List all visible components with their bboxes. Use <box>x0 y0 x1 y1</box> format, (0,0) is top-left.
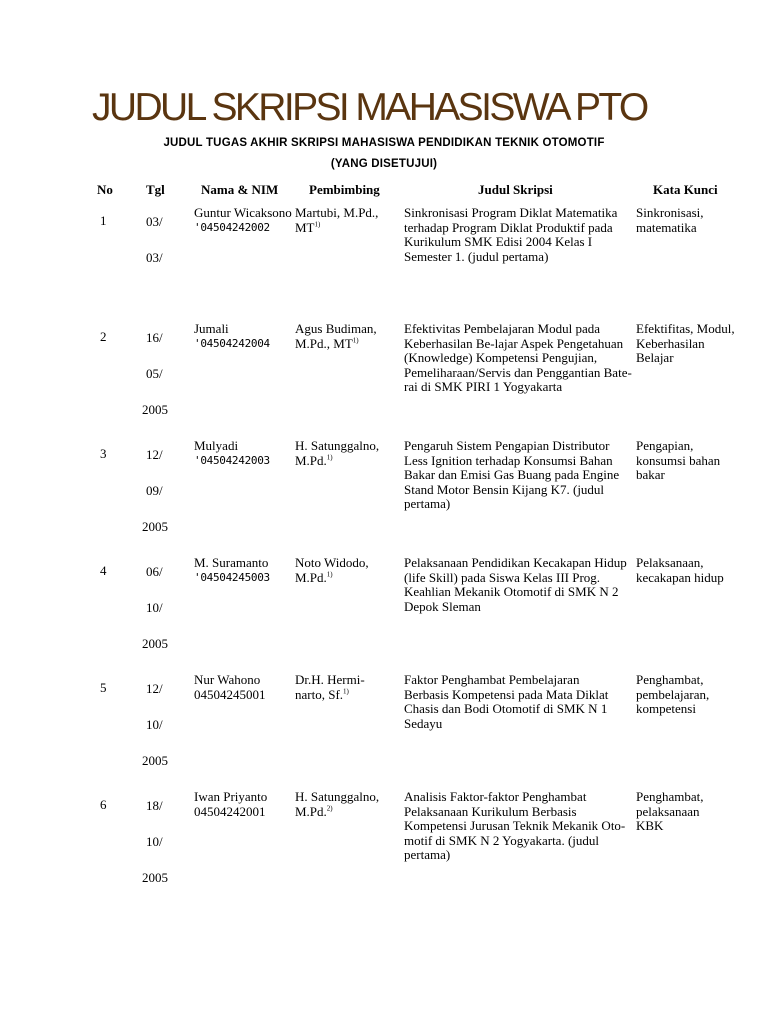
row-nama-nim <box>194 556 294 585</box>
row-pembimbing <box>295 556 400 585</box>
row-date-part: 2005 <box>142 753 168 768</box>
student-name: Mulyadi <box>194 438 239 453</box>
row-nama-nim <box>194 206 294 235</box>
row-judul-skripsi: Pengaruh Sistem Pengapian Distributor Less Ignition terhadap Konsumsi Bahan Bakar dan Emisi Gas Buang pada Engine Stand Motor Bensin Kijang K7. (judul pertama) <box>404 438 620 512</box>
advisor-name: H. Satunggalno, M.Pd. <box>295 438 380 468</box>
row-no: 4 <box>100 563 107 578</box>
student-nim: '04504242002 <box>194 220 270 234</box>
advisor-name: Dr.H. Hermi-narto, Sf. <box>295 672 365 702</box>
row-date-part: 2005 <box>142 636 168 651</box>
row-judul-skripsi: Faktor Penghambat Pembelajaran Berbasis Kompetensi pada Mata Diklat Chasis dan Bodi Otomotif di SMK N 1 Sedayu <box>404 672 609 731</box>
row-date-part: 10/ <box>146 600 163 615</box>
row-nama-nim <box>194 790 294 819</box>
student-nim: 04504245001 <box>194 686 266 702</box>
row-date-part: 2005 <box>142 402 168 417</box>
row-kata-kunci: Pelaksanaan, kecakapan hidup <box>636 555 724 585</box>
row-date-part: 10/ <box>146 717 163 732</box>
advisor-name: Noto Widodo, M.Pd. <box>295 555 369 585</box>
student-nim: 04504242001 <box>194 803 266 819</box>
row-date-part: 05/ <box>146 366 163 381</box>
advisor-name: H. Satunggalno, M.Pd. <box>295 789 380 819</box>
header-no: No <box>97 182 113 197</box>
row-nama-nim <box>194 322 294 351</box>
row-kata-kunci: Efektifitas, Modul, Keberhasilan Belajar <box>636 321 735 366</box>
row-date-part: 12/ <box>146 447 163 462</box>
row-date-part: 10/ <box>146 834 163 849</box>
row-judul-skripsi: Analisis Faktor-faktor Penghambat Pelaksanaan Kurikulum Berbasis Kompetensi Jurusan Teknik Mekanik Oto-motif di SMK N 2 Yogyakarta. (judul pertama) <box>404 789 626 863</box>
row-pembimbing <box>295 322 400 351</box>
student-name: M. Suramanto <box>194 555 269 570</box>
header-pembimbing: Pembimbing <box>309 182 380 197</box>
row-date-part: 18/ <box>146 798 163 813</box>
row-no: 1 <box>100 213 107 228</box>
row-judul-skripsi: Sinkronisasi Program Diklat Matematika terhadap Program Diklat Produktif pada Kurikulum SMK Edisi 2004 Kelas I Semester 1. (judul pertama) <box>404 205 618 264</box>
row-no: 3 <box>100 446 107 461</box>
document-subtitle-status: (YANG DISETUJUI) <box>330 158 438 170</box>
document-title: JUDUL SKRIPSI MAHASISWA PTO <box>92 86 647 129</box>
student-nim: '04504242004 <box>194 336 270 350</box>
row-date-part: 09/ <box>146 483 163 498</box>
row-date-part: 2005 <box>142 870 168 885</box>
advisor-footnote-mark: 1) <box>352 336 359 345</box>
row-date-part: 12/ <box>146 681 163 696</box>
advisor-footnote-mark: 1) <box>326 570 333 579</box>
row-date-part: 06/ <box>146 564 163 579</box>
row-kata-kunci: Penghambat, pelaksanaan KBK <box>636 789 704 834</box>
row-kata-kunci: Penghambat, pembelajaran, kompetensi <box>636 672 710 717</box>
advisor-footnote-mark: 1) <box>343 687 349 696</box>
document-subtitle: JUDUL TUGAS AKHIR SKRIPSI MAHASISWA PENDIDIKAN TEKNIK OTOMOTIF <box>163 137 605 149</box>
row-pembimbing <box>295 206 400 235</box>
student-nim: '04504245003 <box>194 570 270 584</box>
row-kata-kunci: Sinkronisasi, matematika <box>636 205 704 235</box>
row-nama-nim <box>194 439 294 468</box>
header-tgl: Tgl <box>146 182 165 197</box>
advisor-name: Martubi, M.Pd., MT <box>295 205 379 235</box>
student-name: Iwan Priyanto <box>194 789 268 804</box>
header-nama-nim: Nama & NIM <box>201 182 279 197</box>
row-nama-nim <box>194 673 294 702</box>
advisor-footnote-mark: 1) <box>314 220 321 229</box>
row-date-part: 16/ <box>146 330 163 345</box>
row-date-part: 03/ <box>146 250 163 265</box>
row-judul-skripsi: Efektivitas Pembelajaran Modul pada Keberhasilan Be-lajar Aspek Pengetahuan (Knowledge) Kompetensi Pengujian, Pemeliharaan/Servis dan Penggantian Bate-rai di SMK PIRI 1 Yogyakarta <box>404 321 632 395</box>
row-date-part: 03/ <box>146 214 163 229</box>
row-pembimbing <box>295 673 383 702</box>
row-date-part: 2005 <box>142 519 168 534</box>
row-no: 2 <box>100 329 107 344</box>
row-pembimbing <box>295 790 400 819</box>
student-name: Jumali <box>194 321 229 336</box>
header-kata-kunci: Kata Kunci <box>653 182 718 197</box>
advisor-footnote-mark: 1) <box>326 453 333 462</box>
student-nim: '04504242003 <box>194 453 270 467</box>
header-judul-skripsi: Judul Skripsi <box>478 182 553 197</box>
row-kata-kunci: Pengapian, konsumsi bahan bakar <box>636 438 721 483</box>
advisor-name: Agus Budiman, M.Pd., MT <box>295 321 377 351</box>
row-no: 6 <box>100 797 107 812</box>
row-no: 5 <box>100 680 107 695</box>
row-pembimbing <box>295 439 400 468</box>
row-judul-skripsi: Pelaksanaan Pendidikan Kecakapan Hidup (life Skill) pada Siswa Kelas III Prog. Keahlian Mekanik Otomotif di SMK N 2 Depok Sleman <box>404 555 627 614</box>
student-name: Guntur Wicaksono <box>194 205 292 220</box>
student-name: Nur Wahono <box>194 672 261 687</box>
advisor-footnote-mark: 2) <box>326 804 333 813</box>
